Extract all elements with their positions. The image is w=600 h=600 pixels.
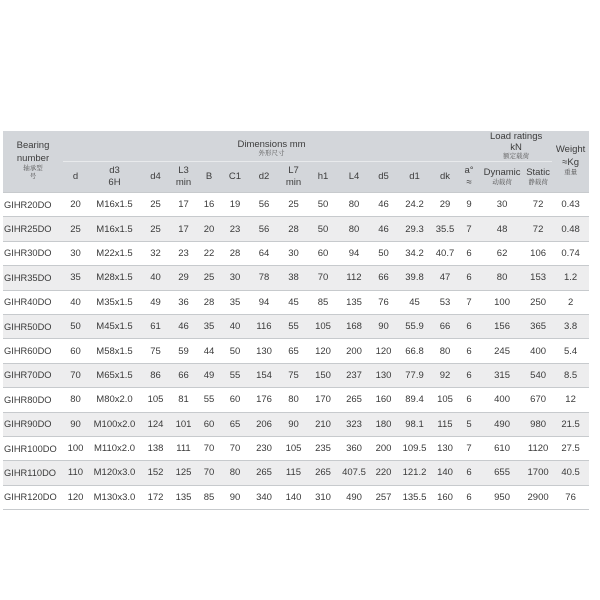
cell-d2: 230	[249, 436, 279, 460]
cell-L7: 90	[279, 412, 308, 436]
cell-C1: 65	[221, 412, 249, 436]
col-L3	[170, 162, 197, 193]
cell-model: GIHR35DO	[3, 266, 63, 290]
cell-B: 85	[197, 485, 221, 509]
dimensions-cn: 外形尺寸	[258, 149, 285, 157]
col-L7-top: L7	[288, 165, 299, 176]
cell-L3: 101	[170, 412, 197, 436]
cell-dynamic: 315	[480, 363, 524, 387]
cell-d2: 265	[249, 461, 279, 485]
cell-d3: M28x1.5	[88, 266, 141, 290]
cell-a: 6	[458, 314, 480, 338]
cell-L7: 38	[279, 266, 308, 290]
cell-dynamic: 30	[480, 193, 524, 217]
cell-a: 6	[458, 339, 480, 363]
col-a-bottom: ≈	[466, 177, 472, 188]
col-d3	[88, 162, 141, 193]
col-d5: d5	[370, 162, 397, 193]
cell-weight: 8.5	[552, 363, 589, 387]
cell-d: 60	[63, 339, 88, 363]
cell-d4: 40	[141, 266, 170, 290]
cell-B: 55	[197, 388, 221, 412]
cell-weight: 21.5	[552, 412, 589, 436]
cell-d5: 66	[370, 266, 397, 290]
cell-h1: 170	[308, 388, 338, 412]
cell-model: GIHR60DO	[3, 339, 63, 363]
cell-static: 400	[524, 339, 552, 363]
cell-d4: 86	[141, 363, 170, 387]
cell-d4: 25	[141, 193, 170, 217]
cell-d4: 172	[141, 485, 170, 509]
cell-d: 110	[63, 461, 88, 485]
cell-d: 90	[63, 412, 88, 436]
cell-dk: 35.5	[432, 217, 458, 241]
cell-d3: M35x1.5	[88, 290, 141, 314]
cell-weight: 2	[552, 290, 589, 314]
table-row	[3, 339, 589, 363]
cell-B: 44	[197, 339, 221, 363]
cell-L7: 65	[279, 339, 308, 363]
cell-C1: 23	[221, 217, 249, 241]
cell-d1: 55.9	[397, 314, 432, 338]
cell-L4: 112	[338, 266, 370, 290]
col-L3-top: L3	[178, 165, 189, 176]
cell-model: GIHR20DO	[3, 193, 63, 217]
cell-weight: 0.74	[552, 241, 589, 265]
cell-L7: 105	[279, 436, 308, 460]
cell-h1: 50	[308, 193, 338, 217]
cell-d: 120	[63, 485, 88, 509]
cell-h1: 235	[308, 436, 338, 460]
weight-unit-label: ≈Kg	[562, 157, 580, 168]
cell-C1: 50	[221, 339, 249, 363]
cell-model: GIHR30DO	[3, 241, 63, 265]
cell-weight: 12	[552, 388, 589, 412]
cell-h1: 105	[308, 314, 338, 338]
cell-a: 6	[458, 461, 480, 485]
cell-weight: 76	[552, 485, 589, 509]
cell-C1: 80	[221, 461, 249, 485]
col-d1: d1	[397, 162, 432, 193]
dimensions-header	[63, 131, 480, 162]
cell-static: 106	[524, 241, 552, 265]
cell-d3: M100x2.0	[88, 412, 141, 436]
cell-d3: M110x2.0	[88, 436, 141, 460]
col-L3-bottom: min	[175, 177, 192, 188]
cell-d4: 61	[141, 314, 170, 338]
cell-h1: 50	[308, 217, 338, 241]
cell-L7: 45	[279, 290, 308, 314]
cell-weight: 0.48	[552, 217, 589, 241]
cell-d5: 200	[370, 436, 397, 460]
cell-h1: 210	[308, 412, 338, 436]
cell-L4: 94	[338, 241, 370, 265]
col-C1: C1	[221, 162, 249, 193]
bearing-spec-table	[3, 131, 589, 510]
cell-model: GIHR100DO	[3, 436, 63, 460]
table-row	[3, 436, 589, 460]
cell-d1: 45	[397, 290, 432, 314]
cell-L7: 80	[279, 388, 308, 412]
table-row	[3, 388, 589, 412]
cell-dynamic: 156	[480, 314, 524, 338]
col-B: B	[197, 162, 221, 193]
cell-d5: 76	[370, 290, 397, 314]
cell-L3: 17	[170, 217, 197, 241]
cell-dk: 29	[432, 193, 458, 217]
col-L7	[279, 162, 308, 193]
cell-dynamic: 100	[480, 290, 524, 314]
cell-static: 72	[524, 193, 552, 217]
cell-a: 6	[458, 363, 480, 387]
cell-d: 35	[63, 266, 88, 290]
cell-d1: 39.8	[397, 266, 432, 290]
col-dynamic	[480, 162, 524, 193]
cell-dynamic: 48	[480, 217, 524, 241]
cell-L4: 135	[338, 290, 370, 314]
cell-d5: 46	[370, 193, 397, 217]
cell-d1: 121.2	[397, 461, 432, 485]
table-header	[3, 131, 589, 193]
cell-a: 9	[458, 193, 480, 217]
cell-d1: 29.3	[397, 217, 432, 241]
cell-d: 40	[63, 290, 88, 314]
cell-L4: 360	[338, 436, 370, 460]
cell-static: 540	[524, 363, 552, 387]
cell-model: GIHR90DO	[3, 412, 63, 436]
cell-d: 80	[63, 388, 88, 412]
cell-d2: 56	[249, 193, 279, 217]
cell-dynamic: 62	[480, 241, 524, 265]
cell-d3: M120x3.0	[88, 461, 141, 485]
cell-d4: 138	[141, 436, 170, 460]
cell-d3: M80x2.0	[88, 388, 141, 412]
cell-d2: 130	[249, 339, 279, 363]
cell-d2: 340	[249, 485, 279, 509]
cell-C1: 28	[221, 241, 249, 265]
col-a-top: a°	[464, 165, 474, 176]
cell-d2: 94	[249, 290, 279, 314]
cell-d5: 120	[370, 339, 397, 363]
cell-L4: 265	[338, 388, 370, 412]
col-dynamic-cn: 动载荷	[492, 179, 512, 186]
col-d3-bottom: 6H	[108, 177, 121, 188]
cell-L3: 135	[170, 485, 197, 509]
cell-B: 16	[197, 193, 221, 217]
cell-B: 20	[197, 217, 221, 241]
cell-dynamic: 950	[480, 485, 524, 509]
col-d: d	[63, 162, 88, 193]
cell-d3: M58x1.5	[88, 339, 141, 363]
cell-a: 7	[458, 436, 480, 460]
cell-d2: 78	[249, 266, 279, 290]
table-row	[3, 266, 589, 290]
cell-weight: 0.43	[552, 193, 589, 217]
cell-h1: 265	[308, 461, 338, 485]
cell-B: 35	[197, 314, 221, 338]
cell-d5: 50	[370, 241, 397, 265]
col-static	[524, 162, 552, 193]
cell-d4: 32	[141, 241, 170, 265]
col-static-cn: 静载荷	[528, 179, 548, 186]
table-row	[3, 461, 589, 485]
cell-dk: 40.7	[432, 241, 458, 265]
cell-dk: 80	[432, 339, 458, 363]
cell-L3: 66	[170, 363, 197, 387]
cell-C1: 90	[221, 485, 249, 509]
cell-d1: 77.9	[397, 363, 432, 387]
cell-L3: 36	[170, 290, 197, 314]
cell-B: 70	[197, 461, 221, 485]
cell-B: 22	[197, 241, 221, 265]
cell-B: 70	[197, 436, 221, 460]
cell-d4: 105	[141, 388, 170, 412]
cell-C1: 60	[221, 388, 249, 412]
cell-d: 50	[63, 314, 88, 338]
cell-d1: 24.2	[397, 193, 432, 217]
cell-d1: 109.5	[397, 436, 432, 460]
cell-dynamic: 610	[480, 436, 524, 460]
cell-C1: 19	[221, 193, 249, 217]
load-ratings-header	[480, 131, 552, 162]
cell-static: 1700	[524, 461, 552, 485]
cell-L4: 490	[338, 485, 370, 509]
cell-d1: 135.5	[397, 485, 432, 509]
cell-L7: 115	[279, 461, 308, 485]
cell-dynamic: 400	[480, 388, 524, 412]
cell-d: 20	[63, 193, 88, 217]
cell-C1: 40	[221, 314, 249, 338]
cell-L7: 28	[279, 217, 308, 241]
cell-dk: 160	[432, 485, 458, 509]
cell-d5: 90	[370, 314, 397, 338]
cell-static: 1120	[524, 436, 552, 460]
cell-a: 6	[458, 485, 480, 509]
cell-weight: 3.8	[552, 314, 589, 338]
cell-dk: 140	[432, 461, 458, 485]
cell-static: 72	[524, 217, 552, 241]
cell-d2: 56	[249, 217, 279, 241]
col-a	[458, 162, 480, 193]
col-h1: h1	[308, 162, 338, 193]
col-L4: L4	[338, 162, 370, 193]
cell-d: 100	[63, 436, 88, 460]
cell-L7: 55	[279, 314, 308, 338]
cell-d2: 154	[249, 363, 279, 387]
table-row	[3, 193, 589, 217]
cell-d3: M130x3.0	[88, 485, 141, 509]
load-ratings-label: Load ratings	[489, 131, 543, 142]
cell-L3: 125	[170, 461, 197, 485]
cell-d3: M65x1.5	[88, 363, 141, 387]
cell-a: 7	[458, 290, 480, 314]
cell-h1: 120	[308, 339, 338, 363]
cell-C1: 35	[221, 290, 249, 314]
cell-dynamic: 490	[480, 412, 524, 436]
cell-a: 6	[458, 241, 480, 265]
cell-model: GIHR50DO	[3, 314, 63, 338]
cell-d: 30	[63, 241, 88, 265]
cell-L4: 200	[338, 339, 370, 363]
cell-dk: 105	[432, 388, 458, 412]
cell-dynamic: 655	[480, 461, 524, 485]
cell-weight: 5.4	[552, 339, 589, 363]
cell-d3: M22x1.5	[88, 241, 141, 265]
cell-d: 25	[63, 217, 88, 241]
col-d4: d4	[141, 162, 170, 193]
weight-label: Weight	[555, 144, 586, 155]
cell-d3: M16x1.5	[88, 193, 141, 217]
bearing-number-label: Bearing number	[16, 140, 50, 164]
col-dk: dk	[432, 162, 458, 193]
table-row	[3, 412, 589, 436]
cell-C1: 30	[221, 266, 249, 290]
cell-B: 49	[197, 363, 221, 387]
cell-model: GIHR70DO	[3, 363, 63, 387]
cell-d1: 98.1	[397, 412, 432, 436]
cell-L4: 80	[338, 193, 370, 217]
cell-L7: 30	[279, 241, 308, 265]
table-row	[3, 217, 589, 241]
cell-dk: 47	[432, 266, 458, 290]
weight-cn: 重量	[564, 169, 578, 176]
cell-d1: 89.4	[397, 388, 432, 412]
cell-static: 670	[524, 388, 552, 412]
cell-L3: 23	[170, 241, 197, 265]
cell-C1: 55	[221, 363, 249, 387]
cell-L4: 237	[338, 363, 370, 387]
cell-d4: 152	[141, 461, 170, 485]
cell-d5: 160	[370, 388, 397, 412]
cell-d4: 25	[141, 217, 170, 241]
cell-d5: 220	[370, 461, 397, 485]
col-L7-bottom: min	[285, 177, 302, 188]
cell-B: 60	[197, 412, 221, 436]
cell-d1: 34.2	[397, 241, 432, 265]
cell-model: GIHR110DO	[3, 461, 63, 485]
table-body	[3, 193, 589, 510]
cell-h1: 150	[308, 363, 338, 387]
cell-dk: 53	[432, 290, 458, 314]
cell-static: 2900	[524, 485, 552, 509]
weight-header	[552, 131, 589, 193]
cell-d5: 130	[370, 363, 397, 387]
cell-L3: 46	[170, 314, 197, 338]
cell-a: 5	[458, 412, 480, 436]
cell-L7: 140	[279, 485, 308, 509]
cell-L4: 168	[338, 314, 370, 338]
cell-C1: 70	[221, 436, 249, 460]
col-static-label: Static	[526, 167, 550, 178]
cell-L3: 29	[170, 266, 197, 290]
cell-model: GIHR120DO	[3, 485, 63, 509]
cell-L7: 75	[279, 363, 308, 387]
col-d3-top: d3	[109, 165, 120, 176]
cell-d5: 180	[370, 412, 397, 436]
bearing-number-cn: 轴承型号	[23, 165, 43, 180]
cell-L4: 323	[338, 412, 370, 436]
cell-h1: 85	[308, 290, 338, 314]
dimensions-label: Dimensions mm	[237, 138, 306, 150]
load-ratings-cn: 额定载荷	[503, 153, 530, 160]
cell-L7: 25	[279, 193, 308, 217]
cell-d2: 176	[249, 388, 279, 412]
cell-a: 6	[458, 388, 480, 412]
cell-d5: 257	[370, 485, 397, 509]
cell-dk: 92	[432, 363, 458, 387]
table-row	[3, 290, 589, 314]
cell-d4: 49	[141, 290, 170, 314]
cell-h1: 70	[308, 266, 338, 290]
load-unit-label: kN	[510, 142, 522, 153]
col-dynamic-label: Dynamic	[483, 167, 521, 178]
cell-L3: 81	[170, 388, 197, 412]
cell-weight: 40.5	[552, 461, 589, 485]
cell-L3: 59	[170, 339, 197, 363]
cell-d5: 46	[370, 217, 397, 241]
cell-a: 6	[458, 266, 480, 290]
cell-weight: 27.5	[552, 436, 589, 460]
cell-d4: 75	[141, 339, 170, 363]
cell-static: 153	[524, 266, 552, 290]
cell-L3: 17	[170, 193, 197, 217]
cell-L3: 111	[170, 436, 197, 460]
cell-dk: 130	[432, 436, 458, 460]
cell-model: GIHR25DO	[3, 217, 63, 241]
cell-dk: 66	[432, 314, 458, 338]
cell-d2: 64	[249, 241, 279, 265]
cell-d2: 206	[249, 412, 279, 436]
cell-B: 25	[197, 266, 221, 290]
table-row	[3, 363, 589, 387]
table-row	[3, 485, 589, 509]
cell-d: 70	[63, 363, 88, 387]
cell-d4: 124	[141, 412, 170, 436]
cell-model: GIHR80DO	[3, 388, 63, 412]
cell-dk: 115	[432, 412, 458, 436]
table-row	[3, 314, 589, 338]
cell-d1: 66.8	[397, 339, 432, 363]
cell-static: 980	[524, 412, 552, 436]
bearing-number-header	[3, 131, 63, 193]
cell-h1: 310	[308, 485, 338, 509]
cell-dynamic: 80	[480, 266, 524, 290]
cell-L4: 407.5	[338, 461, 370, 485]
cell-d2: 116	[249, 314, 279, 338]
cell-d3: M45x1.5	[88, 314, 141, 338]
cell-model: GIHR40DO	[3, 290, 63, 314]
cell-L4: 80	[338, 217, 370, 241]
cell-a: 7	[458, 217, 480, 241]
bearing-spec-sheet	[3, 131, 588, 510]
cell-weight: 1.2	[552, 266, 589, 290]
cell-h1: 60	[308, 241, 338, 265]
table-row	[3, 241, 589, 265]
cell-dynamic: 245	[480, 339, 524, 363]
cell-static: 250	[524, 290, 552, 314]
cell-d3: M16x1.5	[88, 217, 141, 241]
col-d2: d2	[249, 162, 279, 193]
cell-static: 365	[524, 314, 552, 338]
cell-B: 28	[197, 290, 221, 314]
